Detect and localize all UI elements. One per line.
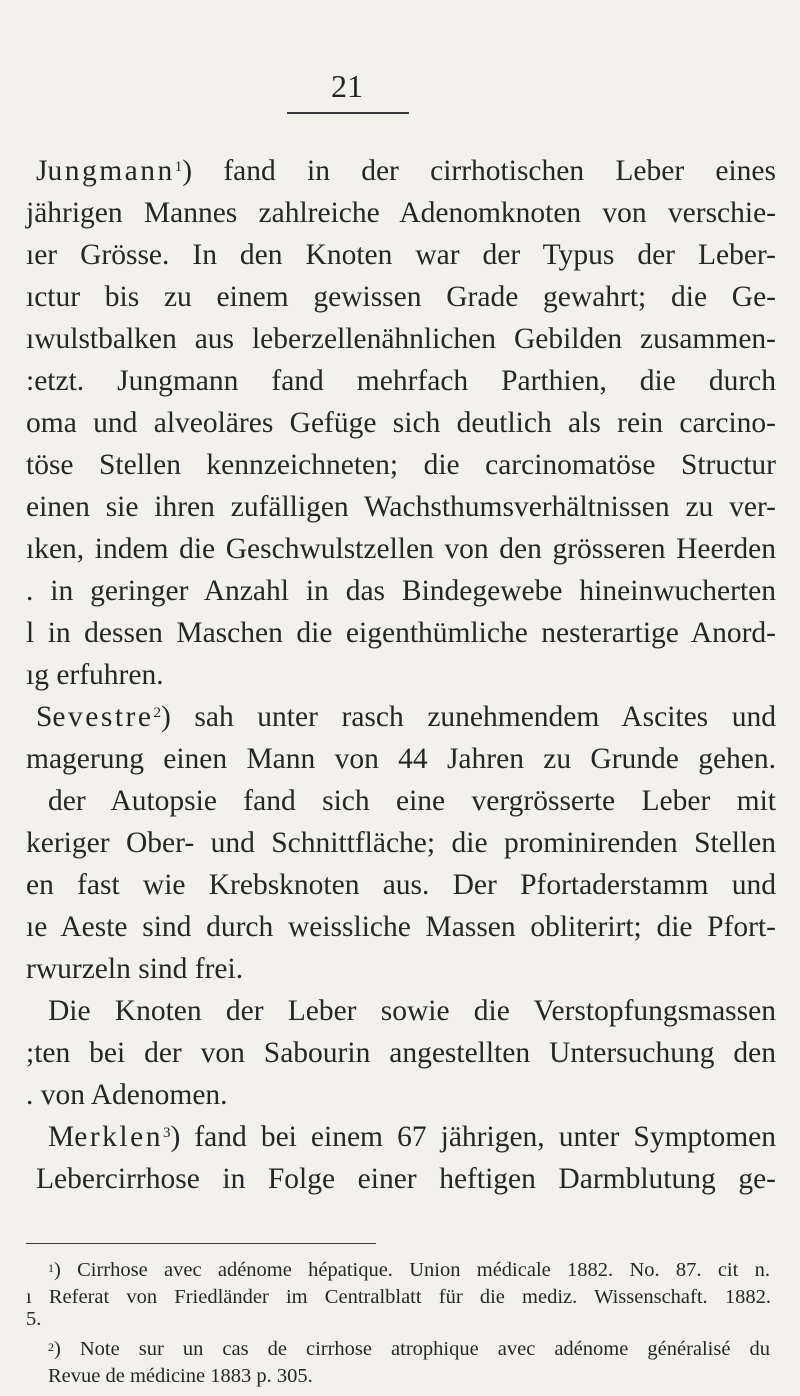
text-line: töse Stellen kennzeichneten; die carcinomatöse Structur	[26, 449, 776, 481]
text-line: ıe Aeste sind durch weissliche Massen obliterirt; die Pfort-	[26, 911, 776, 943]
footnote-line	[48, 1256, 770, 1284]
text-line: ;ten bei der von Sabourin angestellten Untersuchung den	[26, 1037, 776, 1069]
text-run: J	[36, 155, 48, 187]
text-line: ıctur bis zu einem gewissen Grade gewahrt; die Ge-	[26, 281, 776, 313]
text-line: ıer Grösse. In den Knoten war der Typus der Leber-	[26, 239, 776, 271]
text-run: ) fand bei einem 67 jährigen, unter Symptomen	[170, 1121, 776, 1153]
footnote-ref: 2	[153, 705, 161, 721]
footnote-line: 5.	[26, 1308, 42, 1330]
footnote-line: ı Referat von Friedländer im Centralblatt für die mediz. Wissenschaft. 1882.	[26, 1286, 771, 1308]
text-line: Lebercirrhose in Folge einer heftigen Darmblutung ge-	[36, 1163, 776, 1195]
text-run: M	[48, 1121, 75, 1153]
footnote-ref: 1	[174, 159, 183, 175]
text-line: . in geringer Anzahl in das Bindegewebe hineinwucherten	[26, 575, 776, 607]
text-line	[48, 1117, 776, 1157]
text-run: S	[36, 701, 53, 733]
text-line: . von Adenomen.	[26, 1079, 228, 1111]
footnote-marker: 1	[48, 1261, 54, 1275]
text-line	[36, 697, 776, 737]
text-line: Die Knoten der Leber sowie die Verstopfungsmassen	[48, 995, 776, 1027]
text-line: einen sie ihren zufälligen Wachsthumsverhältnissen zu ver-	[26, 491, 776, 523]
footnote-marker: 2	[48, 1340, 54, 1354]
text-run: ) fand in der cirrhotischen Leber eines	[182, 155, 776, 187]
text-line: ıwulstbalken aus leberzellenähnlichen Gebilden zusammen-	[26, 323, 776, 355]
text-line: en fast wie Krebsknoten aus. Der Pfortaderstamm und	[26, 869, 776, 901]
footnote-line	[48, 1335, 770, 1363]
text-line	[36, 151, 776, 191]
spaced-name: evestre	[52, 701, 154, 733]
page-number-rule	[287, 112, 409, 114]
text-line: rwurzeln sind frei.	[26, 953, 244, 985]
text-line: l in dessen Maschen die eigenthümliche nesterartige Anord-	[26, 617, 776, 649]
text-line: keriger Ober- und Schnittfläche; die prominirenden Stellen	[26, 827, 776, 859]
text-line: ıken, indem die Geschwulstzellen von den grösseren Heerden	[26, 533, 776, 565]
footnote-text: ) Note sur un cas de cirrhose atrophique avec adénome généralisé du	[54, 1338, 770, 1360]
footnote-text: ) Cirrhose avec adénome hépatique. Union médicale 1882. No. 87. cit n.	[54, 1259, 770, 1281]
text-line: jährigen Mannes zahlreiche Adenomknoten von verschie-	[26, 197, 776, 229]
spaced-name: erklen	[74, 1121, 163, 1153]
text-line: oma und alveoläres Gefüge sich deutlich als rein carcino-	[26, 407, 776, 439]
text-run: ) sah unter rasch zunehmendem Ascites und	[160, 701, 776, 733]
text-line: magerung einen Mann von 44 Jahren zu Grunde gehen.	[26, 743, 776, 775]
footnote-ref: 3	[162, 1125, 171, 1141]
footnote-rule	[26, 1243, 376, 1244]
text-line: :etzt. Jungmann fand mehrfach Parthien, die durch	[26, 365, 776, 397]
text-line: ıg erfuhren.	[26, 659, 164, 691]
page-number: 21	[331, 68, 363, 104]
text-line: der Autopsie fand sich eine vergrösserte Leber mit	[48, 785, 776, 817]
footnote-line: Revue de médicine 1883 p. 305.	[48, 1365, 313, 1387]
spaced-name: ungmann	[47, 155, 175, 187]
